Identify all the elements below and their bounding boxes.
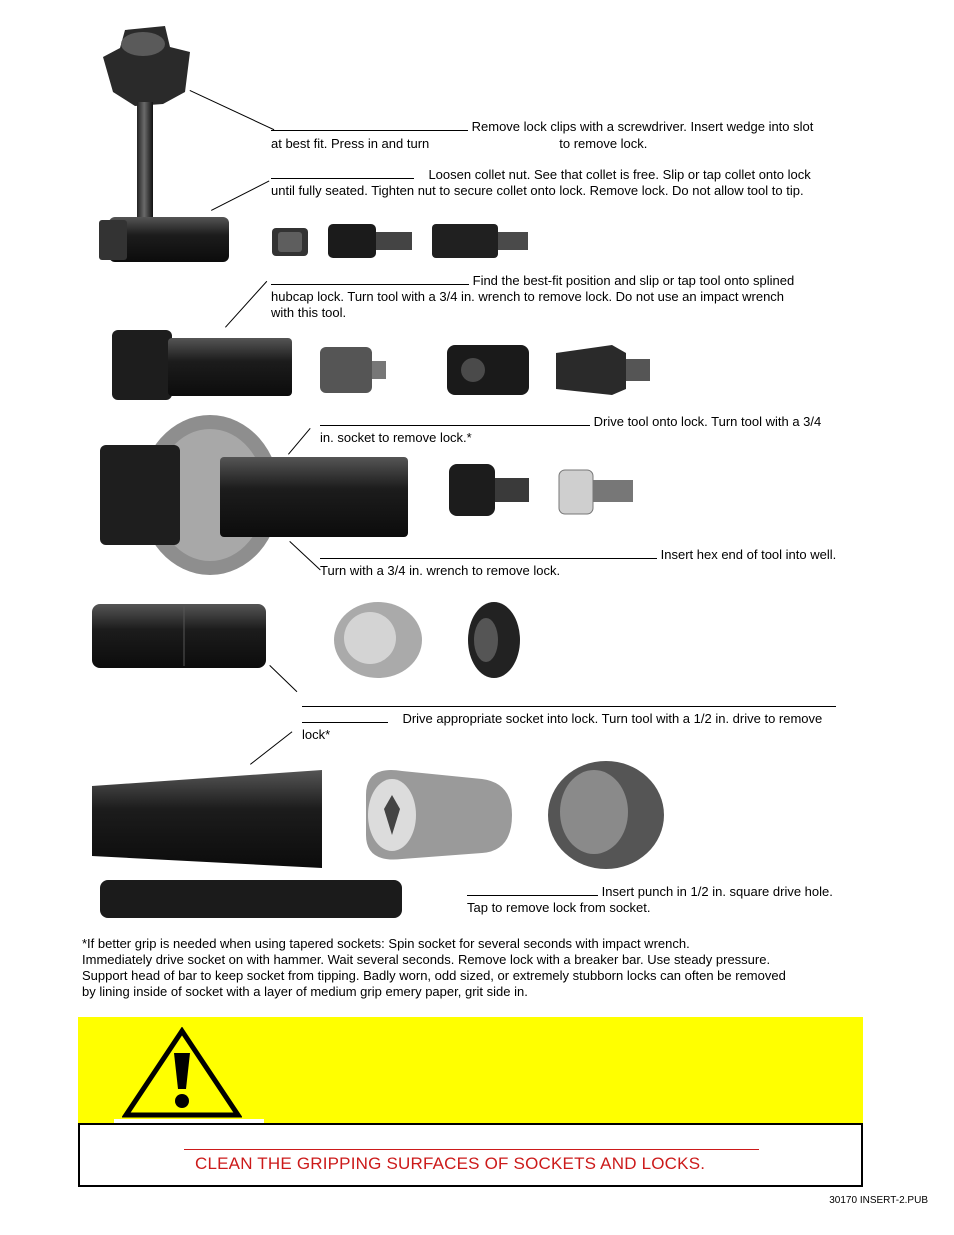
instruction-text: hubcap lock. Turn tool with a 3/4 in. wrench to remove lock. Do not use an impact wrench bbox=[271, 289, 785, 304]
splined-socket-image bbox=[112, 328, 292, 403]
punch-bar-image bbox=[100, 878, 405, 920]
instruction-text: Insert hex end of tool into well. bbox=[660, 547, 837, 562]
splined-lock-1-image bbox=[318, 343, 388, 398]
instruction-text: in. socket to remove lock.* bbox=[320, 430, 472, 445]
splined-lock-3-image bbox=[552, 343, 652, 398]
leader-line-tapered bbox=[269, 665, 297, 692]
blank-line bbox=[467, 882, 598, 896]
collet-lock-1-image bbox=[326, 222, 416, 262]
footnote-line: by lining inside of socket with a layer of medium grip emery paper, grit side in. bbox=[82, 984, 528, 999]
blank-line bbox=[271, 271, 469, 285]
blank-line bbox=[302, 706, 836, 707]
instruction-wedge bbox=[271, 117, 871, 152]
tapered-socket-image bbox=[92, 600, 267, 672]
document-id: 30170 INSERT-2.PUB bbox=[829, 1195, 928, 1206]
instruction-text: Loosen collet nut. See that collet is free. Slip or tap collet onto lock bbox=[428, 167, 811, 182]
warning-triangle-icon bbox=[122, 1027, 242, 1119]
instruction-text: Drive tool onto lock. Turn tool with a 3/4 bbox=[593, 414, 822, 429]
instruction-text: at best fit. Press in and turn bbox=[271, 136, 430, 151]
instruction-splined bbox=[271, 271, 871, 321]
leader-line-splined bbox=[225, 281, 267, 328]
blank-line bbox=[320, 545, 657, 559]
warning-banner bbox=[78, 1017, 863, 1123]
instruction-text: Tap to remove lock from socket. bbox=[467, 900, 651, 915]
footnote bbox=[82, 936, 862, 1000]
splined-lock-2-image bbox=[445, 343, 535, 398]
instruction-text: Insert punch in 1/2 in. square drive hole. bbox=[601, 884, 833, 899]
instruction-text: with this tool. bbox=[271, 305, 347, 320]
collet-nut-image bbox=[270, 222, 310, 262]
acorn-lock-image bbox=[330, 600, 440, 680]
warning-underline bbox=[184, 1149, 759, 1150]
leader-line-half-drive bbox=[250, 731, 292, 764]
wedge-tool-image bbox=[95, 22, 225, 272]
footnote-line: *If better grip is needed when using tapered sockets: Spin socket for several seconds with impact wrench. bbox=[82, 936, 690, 951]
blank-line bbox=[271, 165, 414, 179]
hex-lock-1-image bbox=[447, 462, 531, 520]
instruction-text: lock* bbox=[302, 727, 331, 742]
instruction-collet bbox=[271, 165, 891, 199]
half-drive-socket-image bbox=[92, 770, 332, 870]
warning-message: CLEAN THE GRIPPING SURFACES OF SOCKETS AND LOCKS. bbox=[195, 1154, 706, 1173]
instruction-half-drive bbox=[302, 709, 882, 743]
instruction-text: until fully seated. Tighten nut to secure collet onto lock. Remove lock. Do not allow tool to tip. bbox=[271, 183, 804, 198]
footnote-line: Immediately drive socket on with hammer. Wait several seconds. Remove lock with a breaker bar. Use steady pressure. bbox=[82, 952, 771, 967]
instruction-text: Find the best-fit position and slip or tap tool onto splined bbox=[472, 273, 795, 288]
well-lock-image bbox=[546, 760, 666, 870]
blank-line bbox=[271, 117, 468, 131]
blank-line bbox=[320, 412, 590, 426]
chrome-lock-image bbox=[362, 765, 522, 865]
blank-line bbox=[302, 709, 388, 723]
flat-lock-image bbox=[466, 600, 526, 680]
instruction-drive-tool bbox=[320, 412, 880, 446]
blank-line bbox=[429, 135, 559, 148]
instruction-hex-end bbox=[320, 545, 880, 579]
hex-lock-2-image bbox=[557, 468, 637, 518]
instruction-text: to remove lock. bbox=[559, 136, 648, 151]
warning-message-box bbox=[78, 1123, 863, 1187]
instruction-text: Turn with a 3/4 in. wrench to remove lock. bbox=[320, 563, 561, 578]
instruction-punch bbox=[467, 882, 887, 916]
instruction-text: Remove lock clips with a screwdriver. Insert wedge into slot bbox=[471, 119, 814, 134]
instruction-text: Drive appropriate socket into lock. Turn tool with a 1/2 in. drive to remove bbox=[402, 711, 823, 726]
collet-lock-2-image bbox=[430, 222, 530, 262]
footnote-line: Support head of bar to keep socket from tipping. Badly worn, odd sized, or extremely stubborn locks can often be removed bbox=[82, 968, 786, 983]
